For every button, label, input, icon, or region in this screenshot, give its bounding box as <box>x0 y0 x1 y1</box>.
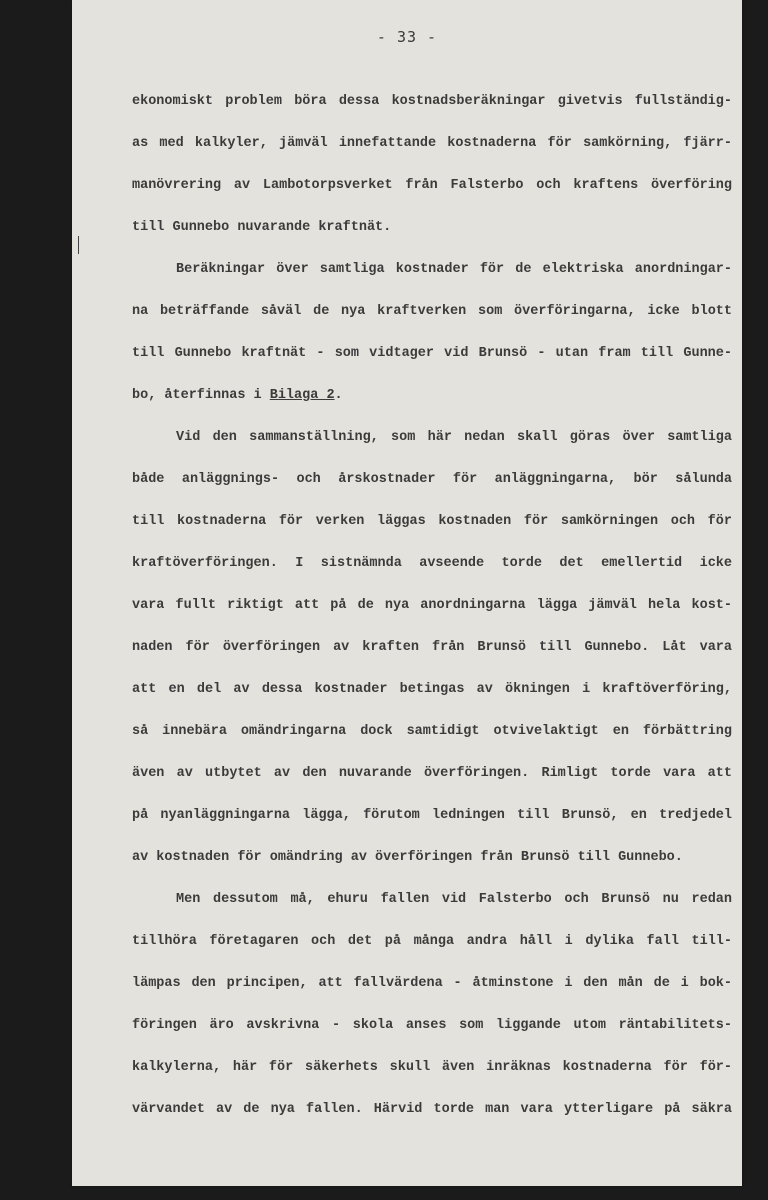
text-line: att en del av dessa kostnader betingas av ökningen i kraftöverföring, <box>132 682 732 697</box>
text-line: lämpas den principen, att fallvärdena - åtminstone i den mån de i bok- <box>132 976 732 991</box>
text-line-end: . <box>334 388 343 403</box>
text-line: Men dessutom må, ehuru fallen vid Falsterbo och Brunsö nu redan <box>176 892 732 907</box>
text-line: naden för överföringen av kraften från Brunsö till Gunnebo. Låt vara <box>132 640 732 655</box>
text-line: så innebära omändringarna dock samtidigt otvivelaktigt en förbättring <box>132 724 732 739</box>
appendix-reference: Bilaga 2 <box>269 388 335 403</box>
text-line: på nyanläggningarna lägga, förutom ledningen till Brunsö, en tredjedel <box>132 808 732 823</box>
document-page <box>72 0 742 1186</box>
text-line: tillhöra företagaren och det på många andra håll i dylika fall till- <box>132 934 732 949</box>
text-line: ekonomiskt problem böra dessa kostnadsberäkningar givetvis fullständig- <box>132 94 732 109</box>
text-line: manövrering av Lambotorpsverket från Falsterbo och kraftens överföring <box>132 178 732 193</box>
page-number: - 33 - <box>376 28 438 46</box>
text-line: även av utbytet av den nuvarande överföringen. Rimligt torde vara att <box>132 766 732 781</box>
text-line: as med kalkyler, jämväl innefattande kostnaderna för samkörning, fjärr- <box>132 136 732 151</box>
margin-mark <box>78 236 79 254</box>
text-line: vara fullt riktigt att på de nya anordningarna lägga jämväl hela kost- <box>132 598 732 613</box>
text-line: Vid den sammanställning, som här nedan skall göras över samtliga <box>176 430 732 445</box>
text-line: na beträffande såväl de nya kraftverken som överföringarna, icke blott <box>132 304 732 319</box>
text-line: föringen äro avskrivna - skola anses som liggande utom räntabilitets- <box>132 1018 732 1033</box>
text-line: av kostnaden för omändring av överföringen från Brunsö till Gunnebo. <box>132 850 683 865</box>
text-line: till Gunnebo nuvarande kraftnät. <box>132 220 392 235</box>
text-line: till Gunnebo kraftnät - som vidtager vid Brunsö - utan fram till Gunne- <box>132 346 732 361</box>
text-line-start: bo, återfinnas i <box>132 388 270 403</box>
text-line: Beräkningar över samtliga kostnader för de elektriska anordningar- <box>176 262 732 277</box>
text-line: både anläggnings- och årskostnader för anläggningarna, bör sålunda <box>132 472 732 487</box>
text-line: kraftöverföringen. I sistnämnda avseende torde det emellertid icke <box>132 556 732 571</box>
text-line: värvandet av de nya fallen. Härvid torde man vara ytterligare på säkra <box>132 1102 732 1117</box>
text-line: till kostnaderna för verken läggas kostnaden för samkörningen och för <box>132 514 732 529</box>
text-line: kalkylerna, här för säkerhets skull även inräknas kostnaderna för för- <box>132 1060 732 1075</box>
text-line <box>132 386 732 428</box>
scan-background <box>0 0 72 1200</box>
body-text <box>132 92 732 1142</box>
